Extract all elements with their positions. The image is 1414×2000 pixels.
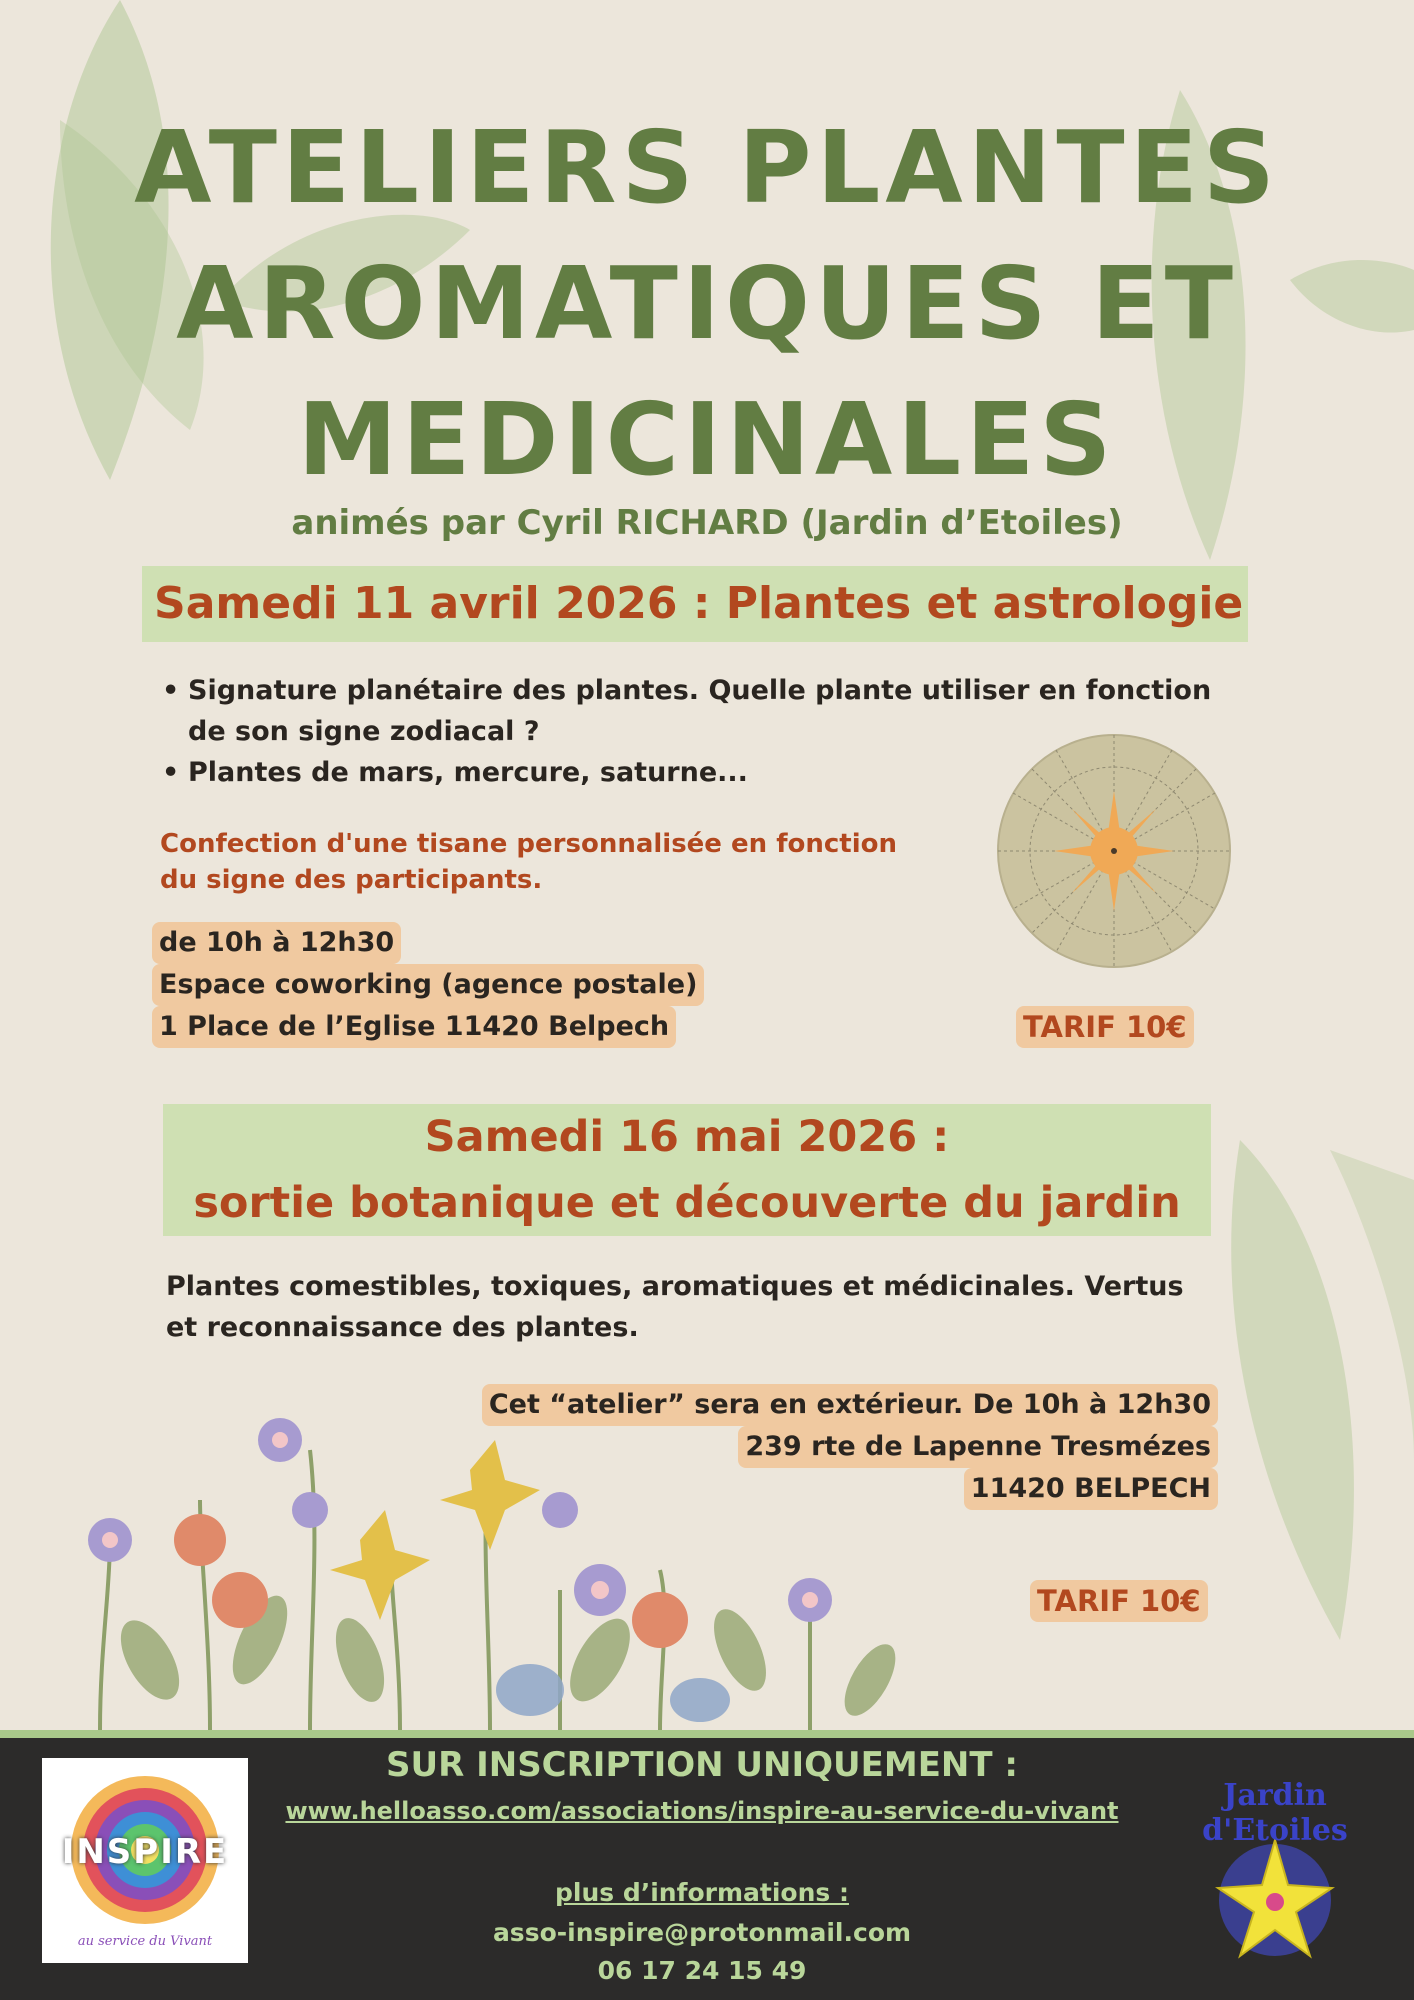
event1-time: de 10h à 12h30 bbox=[152, 922, 401, 964]
event2-heading-line-2: sortie botanique et découverte du jardin bbox=[193, 1178, 1181, 1228]
registration-link[interactable]: www.helloasso.com/associations/inspire-au-service-du-vivant bbox=[285, 1797, 1119, 1825]
event2-city: 11420 BELPECH bbox=[964, 1468, 1218, 1510]
event2-desc-line-1: Plantes comestibles, toxiques, aromatiques et médicinales. Vertus bbox=[166, 1271, 1184, 1302]
event1-note-line-1: Confection d'une tisane personnalisée en fonction bbox=[160, 829, 898, 859]
zodiac-wheel-icon bbox=[996, 733, 1232, 969]
event1-price: TARIF 10€ bbox=[1016, 1006, 1194, 1048]
event1-bullet-2: • Plantes de mars, mercure, saturne... bbox=[160, 752, 1260, 793]
event1-bullet-1-line-2: de son signe zodiacal ? bbox=[188, 716, 540, 747]
title-line-3: MEDICINALES bbox=[297, 381, 1117, 498]
main-title bbox=[0, 100, 1414, 508]
registration-heading: SUR INSCRIPTION UNIQUEMENT : bbox=[385, 1745, 1019, 1785]
event2-price: TARIF 10€ bbox=[1030, 1580, 1208, 1622]
inspire-logo-tagline: au service du Vivant bbox=[77, 1934, 213, 1949]
event2-time: Cet “atelier” sera en extérieur. De 10h à 12h30 bbox=[482, 1384, 1218, 1426]
event1-heading: Samedi 11 avril 2026 : Plantes et astrologie bbox=[142, 566, 1248, 642]
event1-note-line-2: du signe des participants. bbox=[160, 865, 543, 895]
subtitle: animés par Cyril RICHARD (Jardin d’Etoiles) bbox=[291, 503, 1123, 543]
contact-phone: 06 17 24 15 49 bbox=[597, 1956, 807, 1985]
jardin-etoiles-logo bbox=[1160, 1770, 1390, 1970]
wildflowers-illustration bbox=[40, 1390, 920, 1730]
event1-place: Espace coworking (agence postale) bbox=[152, 964, 704, 1006]
event1-info bbox=[152, 922, 704, 1048]
more-info-label: plus d’informations : bbox=[555, 1878, 849, 1907]
title-line-2: AROMATIQUES ET bbox=[176, 245, 1238, 362]
contact-email[interactable]: asso-inspire@protonmail.com bbox=[492, 1918, 912, 1947]
inspire-logo-text: INSPIRE bbox=[61, 1832, 229, 1872]
event2-heading bbox=[163, 1104, 1211, 1236]
jardin-logo-text: Jardin d'Etoiles bbox=[1202, 1778, 1348, 1848]
event1-note bbox=[160, 826, 960, 898]
event2-description bbox=[166, 1266, 1246, 1348]
event2-address: 239 rte de Lapenne Tresmézes bbox=[738, 1426, 1218, 1468]
title-line-1: ATELIERS PLANTES bbox=[134, 109, 1280, 226]
event1-bullet-1-line-1: • Signature planétaire des plantes. Quelle plante utiliser en fonction bbox=[188, 675, 1212, 706]
event1-address: 1 Place de l’Eglise 11420 Belpech bbox=[152, 1006, 676, 1048]
event2-heading-line-1: Samedi 16 mai 2026 : bbox=[424, 1112, 950, 1162]
event2-desc-line-2: et reconnaissance des plantes. bbox=[166, 1312, 639, 1343]
